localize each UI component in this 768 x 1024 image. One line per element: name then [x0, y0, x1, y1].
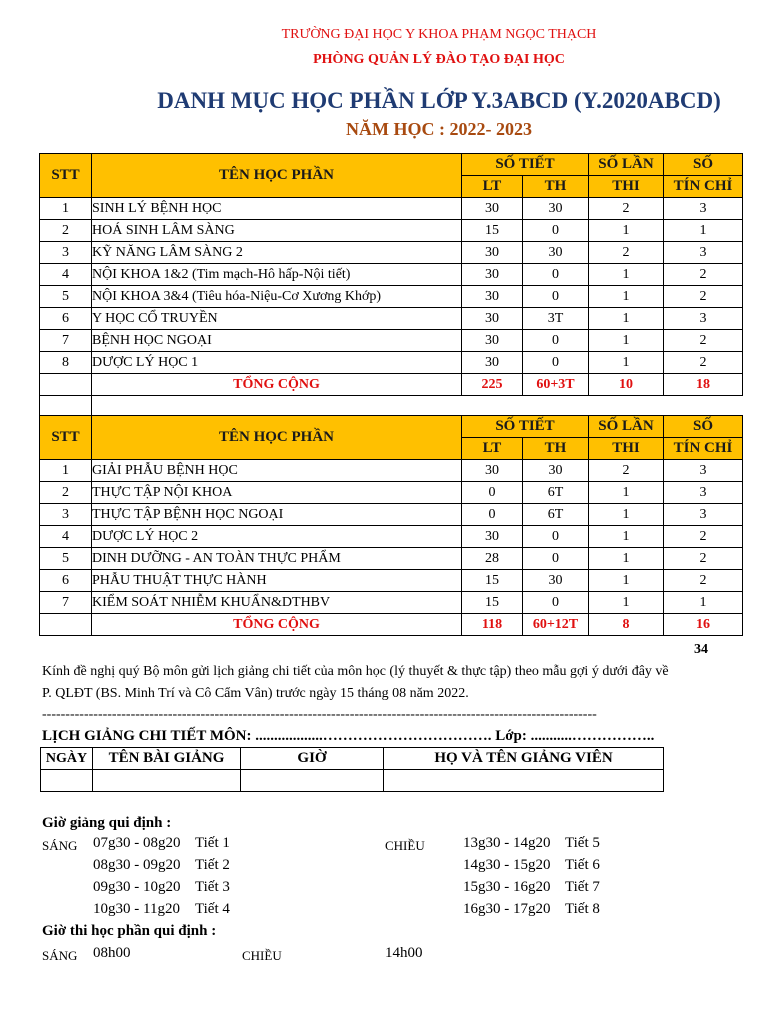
row-lt: 15 — [462, 592, 523, 614]
row-lt: 28 — [462, 548, 523, 570]
morning-label: SÁNG — [42, 838, 78, 853]
total-th: 60+3T — [523, 374, 589, 396]
morning-time-4: 10g30 - 11g20 — [93, 901, 180, 917]
total-row — [40, 374, 743, 396]
row-exam-count: 1 — [589, 352, 664, 374]
course-table-1 — [39, 153, 743, 396]
row-lt: 30 — [462, 242, 523, 264]
row-credits: 3 — [664, 504, 743, 526]
row-th: 0 — [523, 286, 589, 308]
row-credits: 3 — [664, 482, 743, 504]
row-exam-count: 1 — [589, 286, 664, 308]
row-stt: 6 — [40, 308, 92, 330]
afternoon-period-3: Tiết 7 — [565, 879, 600, 895]
header-so-tiet: SỐ TIẾT — [462, 154, 589, 176]
table-row — [40, 570, 743, 592]
header-so: SỐ — [664, 416, 743, 438]
schedule-cell[interactable] — [384, 770, 664, 792]
row-credits: 2 — [664, 264, 743, 286]
row-course-name: KỸ NĂNG LÂM SÀNG 2 — [92, 242, 462, 264]
row-lt: 30 — [462, 352, 523, 374]
morning-period-3: Tiết 3 — [195, 879, 230, 895]
row-credits: 2 — [664, 548, 743, 570]
exam-heading: Giờ thi học phần qui định : — [42, 923, 217, 939]
row-th: 30 — [523, 242, 589, 264]
table-row — [40, 264, 743, 286]
row-exam-count: 1 — [589, 592, 664, 614]
header-th: TH — [523, 176, 589, 198]
row-course-name: BỆNH HỌC NGOẠI — [92, 330, 462, 352]
row-th: 30 — [523, 198, 589, 220]
row-exam-count: 1 — [589, 548, 664, 570]
row-course-name: GIẢI PHẪU BỆNH HỌC — [92, 460, 462, 482]
total-lt: 225 — [462, 374, 523, 396]
afternoon-time-1: 13g30 - 14g20 — [463, 835, 551, 851]
row-course-name: KIỂM SOÁT NHIỄM KHUẨN&DTHBV — [92, 592, 462, 614]
row-course-name: NỘI KHOA 1&2 (Tim mạch-Hô hấp-Nội tiết) — [92, 264, 462, 286]
row-exam-count: 1 — [589, 526, 664, 548]
row-th: 30 — [523, 460, 589, 482]
row-lt: 0 — [462, 504, 523, 526]
row-credits: 2 — [664, 286, 743, 308]
row-th: 0 — [523, 592, 589, 614]
row-th: 0 — [523, 330, 589, 352]
header-lt: LT — [462, 438, 523, 460]
schedule-col-time: GIỜ — [241, 748, 384, 770]
header-so-tiet: SỐ TIẾT — [462, 416, 589, 438]
row-credits: 2 — [664, 526, 743, 548]
schedule-cell[interactable] — [241, 770, 384, 792]
gap-row-divider — [91, 393, 92, 415]
afternoon-period-4: Tiết 8 — [565, 901, 600, 917]
department-name: PHÒNG QUẢN LÝ ĐÀO TẠO ĐẠI HỌC — [313, 52, 565, 67]
header-course-name: TÊN HỌC PHẦN — [92, 154, 462, 198]
header-so-lan: SỐ LẦN — [589, 154, 664, 176]
table-row — [40, 286, 743, 308]
table-row — [40, 352, 743, 374]
row-stt: 5 — [40, 286, 92, 308]
course-table-2 — [39, 415, 743, 636]
exam-morning-time: 08h00 — [93, 945, 131, 961]
row-stt: 1 — [40, 198, 92, 220]
schedule-col-lecture: TÊN BÀI GIẢNG — [93, 748, 241, 770]
table-row — [40, 548, 743, 570]
afternoon-label: CHIỀU — [385, 838, 425, 853]
row-lt: 30 — [462, 526, 523, 548]
hours-heading: Giờ giảng qui định : — [42, 815, 172, 831]
row-credits: 2 — [664, 330, 743, 352]
row-lt: 0 — [462, 482, 523, 504]
morning-period-2: Tiết 2 — [195, 857, 230, 873]
row-credits: 2 — [664, 570, 743, 592]
row-exam-count: 1 — [589, 330, 664, 352]
row-credits: 1 — [664, 220, 743, 242]
row-th: 0 — [523, 526, 589, 548]
note-line-2: P. QLĐT (BS. Minh Trí và Cô Cẩm Vân) trước ngày 15 tháng 08 năm 2022. — [42, 686, 469, 701]
row-exam-count: 1 — [589, 220, 664, 242]
row-th: 6T — [523, 482, 589, 504]
row-exam-count: 2 — [589, 242, 664, 264]
afternoon-period-2: Tiết 6 — [565, 857, 600, 873]
total-empty — [40, 614, 92, 636]
header-so: SỐ — [664, 154, 743, 176]
morning-period-1: Tiết 1 — [195, 835, 230, 851]
total-lt: 118 — [462, 614, 523, 636]
table-row — [40, 460, 743, 482]
header-stt: STT — [40, 154, 92, 198]
row-course-name: HOÁ SINH LÂM SÀNG — [92, 220, 462, 242]
row-stt: 5 — [40, 548, 92, 570]
header-thi: THI — [589, 438, 664, 460]
morning-time-2: 08g30 - 09g20 — [93, 857, 181, 873]
row-stt: 2 — [40, 482, 92, 504]
row-credits: 3 — [664, 308, 743, 330]
row-lt: 30 — [462, 264, 523, 286]
table-row — [40, 220, 743, 242]
note-line-1: Kính đề nghị quý Bộ môn gửi lịch giảng chi tiết của môn học (lý thuyết & thực tập) theo mẫu gợi ý dưới đây về — [42, 664, 669, 679]
header-stt: STT — [40, 416, 92, 460]
total-row — [40, 614, 743, 636]
row-lt: 15 — [462, 220, 523, 242]
exam-morning-label: SÁNG — [42, 948, 78, 963]
row-course-name: PHẪU THUẬT THỰC HÀNH — [92, 570, 462, 592]
table-row — [40, 592, 743, 614]
row-stt: 8 — [40, 352, 92, 374]
schedule-col-lecturer: HỌ VÀ TÊN GIẢNG VIÊN — [384, 748, 664, 770]
university-name: TRƯỜNG ĐẠI HỌC Y KHOA PHẠM NGỌC THẠCH — [281, 27, 597, 42]
academic-year: NĂM HỌC : 2022- 2023 — [346, 119, 532, 139]
row-exam-count: 1 — [589, 482, 664, 504]
header-so-lan: SỐ LẦN — [589, 416, 664, 438]
row-course-name: DINH DƯỠNG - AN TOÀN THỰC PHẨM — [92, 548, 462, 570]
table-row — [40, 242, 743, 264]
row-stt: 3 — [40, 504, 92, 526]
row-course-name: THỰC TẬP NỘI KHOA — [92, 482, 462, 504]
row-course-name: DƯỢC LÝ HỌC 2 — [92, 526, 462, 548]
row-course-name: Y HỌC CỔ TRUYỀN — [92, 308, 462, 330]
total-credits: 16 — [664, 614, 743, 636]
morning-time-1: 07g30 - 08g20 — [93, 835, 181, 851]
row-exam-count: 2 — [589, 198, 664, 220]
schedule-cell[interactable] — [41, 770, 93, 792]
row-stt: 1 — [40, 460, 92, 482]
document-title: DANH MỤC HỌC PHẦN LỚP Y.3ABCD (Y.2020ABCD) — [157, 88, 721, 113]
row-th: 0 — [523, 548, 589, 570]
row-lt: 30 — [462, 286, 523, 308]
table-row — [40, 198, 743, 220]
row-course-name: NỘI KHOA 3&4 (Tiêu hóa-Niệu-Cơ Xương Khớp) — [92, 286, 462, 308]
afternoon-period-1: Tiết 5 — [565, 835, 600, 851]
schedule-cell[interactable] — [93, 770, 241, 792]
header-tin-chi: TÍN CHỈ — [664, 438, 743, 460]
row-stt: 4 — [40, 526, 92, 548]
gap-row-left — [39, 393, 92, 415]
row-course-name: SINH LÝ BỆNH HỌC — [92, 198, 462, 220]
row-course-name: DƯỢC LÝ HỌC 1 — [92, 352, 462, 374]
row-th: 0 — [523, 220, 589, 242]
row-credits: 1 — [664, 592, 743, 614]
row-th: 6T — [523, 504, 589, 526]
row-stt: 6 — [40, 570, 92, 592]
row-lt: 30 — [462, 330, 523, 352]
schedule-table — [40, 747, 664, 792]
schedule-heading: LỊCH GIẢNG CHI TIẾT MÔN: ..................……………………………. Lớp: ...........…………….. — [42, 728, 655, 744]
row-course-name: THỰC TẬP BỆNH HỌC NGOẠI — [92, 504, 462, 526]
header-th: TH — [523, 438, 589, 460]
row-stt: 4 — [40, 264, 92, 286]
row-exam-count: 1 — [589, 308, 664, 330]
row-exam-count: 1 — [589, 570, 664, 592]
row-credits: 3 — [664, 460, 743, 482]
row-exam-count: 2 — [589, 460, 664, 482]
row-lt: 15 — [462, 570, 523, 592]
table-row — [40, 482, 743, 504]
row-th: 3T — [523, 308, 589, 330]
row-exam-count: 1 — [589, 504, 664, 526]
row-lt: 30 — [462, 198, 523, 220]
header-course-name: TÊN HỌC PHẦN — [92, 416, 462, 460]
afternoon-time-3: 15g30 - 16g20 — [463, 879, 551, 895]
row-th: 30 — [523, 570, 589, 592]
row-stt: 7 — [40, 592, 92, 614]
table-row — [40, 330, 743, 352]
exam-afternoon-label: CHIỀU — [242, 948, 282, 963]
table-row — [40, 308, 743, 330]
exam-afternoon-time: 14h00 — [385, 945, 423, 961]
total-label: TỔNG CỘNG — [92, 614, 462, 636]
total-th: 60+12T — [523, 614, 589, 636]
total-exam-count: 10 — [589, 374, 664, 396]
header-thi: THI — [589, 176, 664, 198]
table-row — [40, 526, 743, 548]
header-tin-chi: TÍN CHỈ — [664, 176, 743, 198]
row-credits: 3 — [664, 242, 743, 264]
row-credits: 3 — [664, 198, 743, 220]
row-lt: 30 — [462, 460, 523, 482]
total-exam-count: 8 — [589, 614, 664, 636]
total-credits: 18 — [664, 374, 743, 396]
row-th: 0 — [523, 352, 589, 374]
header-lt: LT — [462, 176, 523, 198]
total-label: TỔNG CỘNG — [92, 374, 462, 396]
row-th: 0 — [523, 264, 589, 286]
table-row — [40, 504, 743, 526]
schedule-col-date: NGÀY — [41, 748, 93, 770]
page-number: 34 — [694, 642, 708, 657]
row-stt: 3 — [40, 242, 92, 264]
row-stt: 2 — [40, 220, 92, 242]
row-stt: 7 — [40, 330, 92, 352]
row-lt: 30 — [462, 308, 523, 330]
row-credits: 2 — [664, 352, 743, 374]
separator-dashes: ----------------------------------------------------------------------------------------------------------------------- — [42, 707, 597, 722]
morning-time-3: 09g30 - 10g20 — [93, 879, 181, 895]
afternoon-time-4: 16g30 - 17g20 — [463, 901, 551, 917]
row-exam-count: 1 — [589, 264, 664, 286]
morning-period-4: Tiết 4 — [195, 901, 230, 917]
afternoon-time-2: 14g30 - 15g20 — [463, 857, 551, 873]
